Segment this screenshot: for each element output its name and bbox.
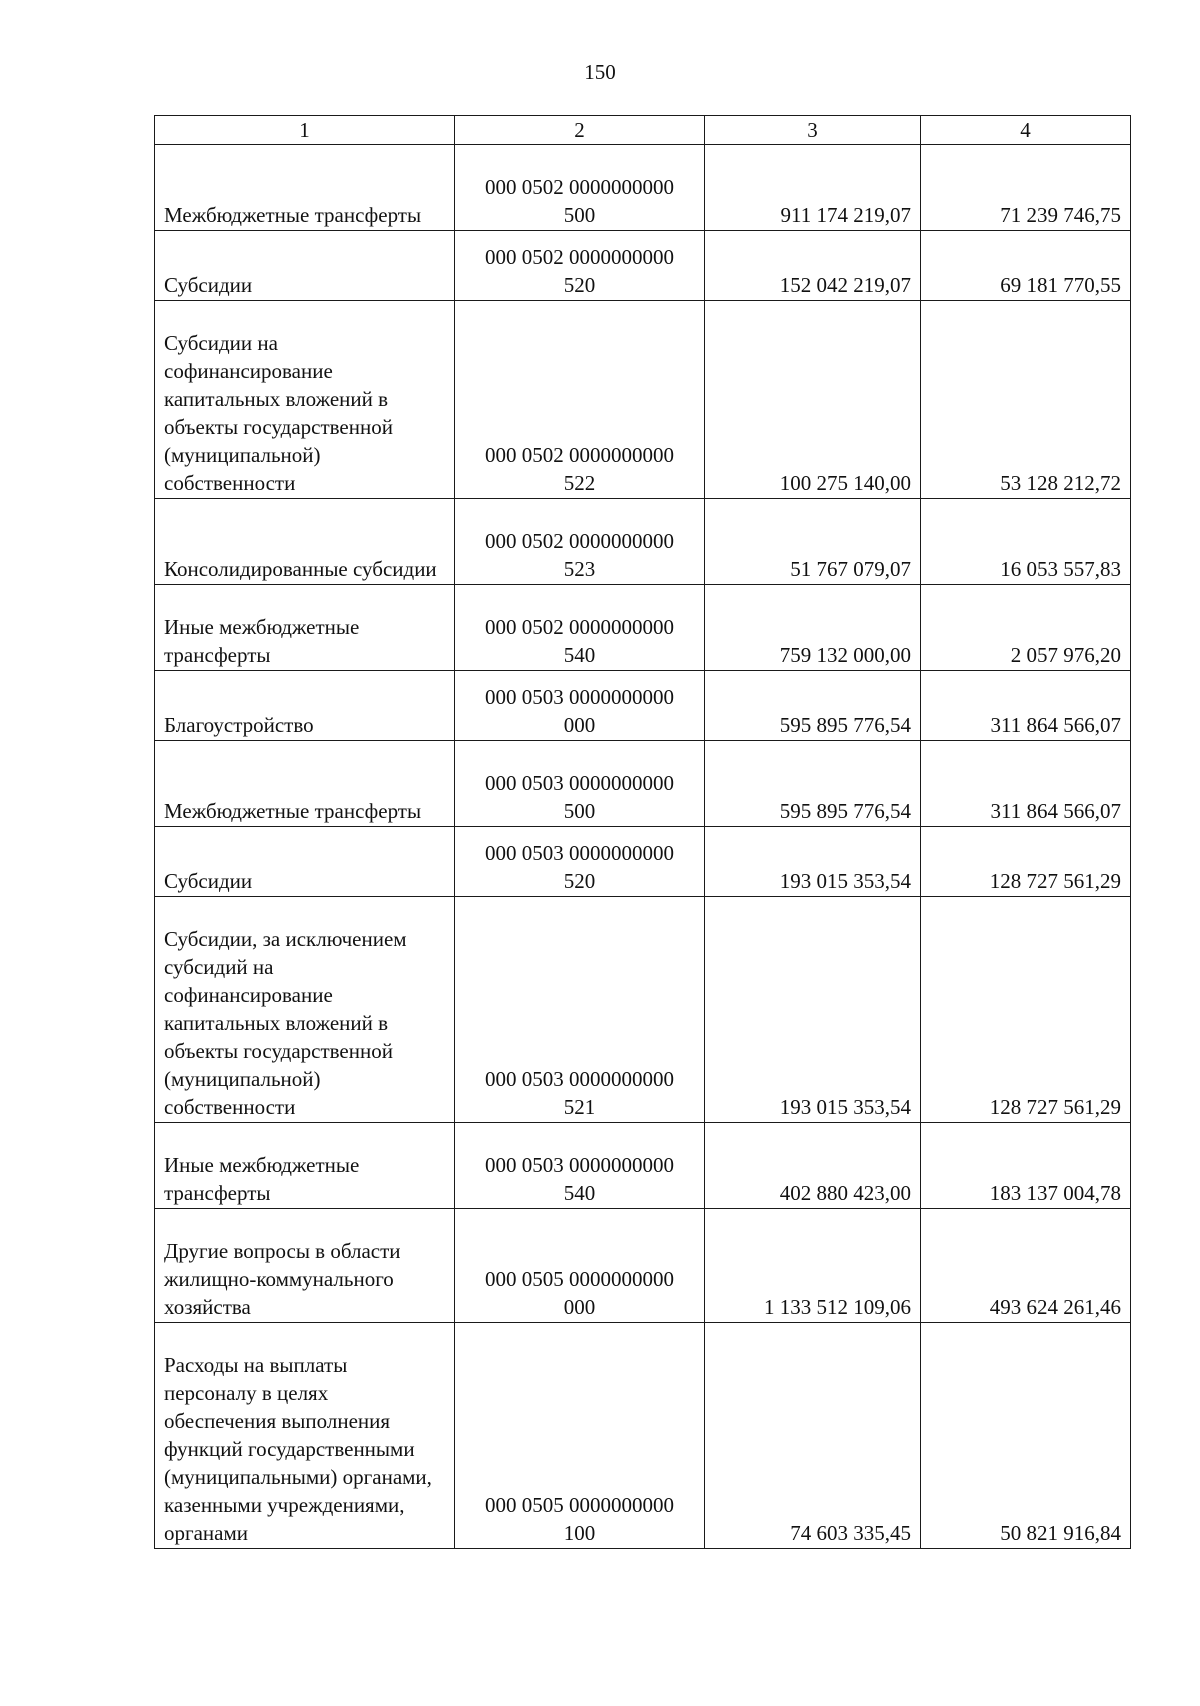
row-value-col3: 74 603 335,45 [705,1323,921,1549]
code-line-2: 000 [563,713,596,737]
code-line-2: 500 [563,203,596,227]
row-name: Расходы на выплаты персоналу в целях обеспечения выполнения функций государственными (муниципальными) органами, казенными учреждениями, органами [155,1323,455,1549]
row-value-col4: 128 727 561,29 [921,827,1131,897]
row-code [455,1323,705,1549]
table-row [155,231,1131,301]
code-line-2: 520 [563,869,596,893]
row-value-col4: 183 137 004,78 [921,1123,1131,1209]
code-line-1: 000 0502 0000000000 [485,245,674,269]
row-code [455,145,705,231]
row-code [455,499,705,585]
row-value-col4: 53 128 212,72 [921,301,1131,499]
column-header-1: 1 [155,116,455,145]
page-number: 150 [584,60,616,84]
code-line-2: 000 [563,1295,596,1319]
budget-table [154,115,1131,1549]
code-line-1: 000 0502 0000000000 [485,529,674,553]
row-value-col3: 51 767 079,07 [705,499,921,585]
column-header-2: 2 [455,116,705,145]
column-header-4: 4 [921,116,1131,145]
code-line-1: 000 0503 0000000000 [485,771,674,795]
code-line-1: 000 0503 0000000000 [485,1067,674,1091]
row-name: Субсидии [155,827,455,897]
code-line-2: 520 [563,273,596,297]
row-value-col3: 1 133 512 109,06 [705,1209,921,1323]
table-row [155,1209,1131,1323]
table-row [155,897,1131,1123]
row-value-col4: 311 864 566,07 [921,741,1131,827]
row-code [455,671,705,741]
row-code [455,1209,705,1323]
code-line-2: 523 [563,557,596,581]
code-line-1: 000 0502 0000000000 [485,443,674,467]
row-name: Межбюджетные трансферты [155,145,455,231]
row-value-col4: 16 053 557,83 [921,499,1131,585]
code-line-2: 521 [563,1095,596,1119]
code-line-1: 000 0503 0000000000 [485,841,674,865]
row-value-col3: 911 174 219,07 [705,145,921,231]
row-code [455,897,705,1123]
header-row [155,116,1131,145]
row-value-col4: 493 624 261,46 [921,1209,1131,1323]
table-row [155,1123,1131,1209]
code-line-1: 000 0503 0000000000 [485,1153,674,1177]
row-name: Иные межбюджетные трансферты [155,585,455,671]
row-value-col4: 69 181 770,55 [921,231,1131,301]
code-line-1: 000 0505 0000000000 [485,1493,674,1517]
row-value-col3: 100 275 140,00 [705,301,921,499]
column-header-3: 3 [705,116,921,145]
row-value-col4: 128 727 561,29 [921,897,1131,1123]
row-value-col3: 193 015 353,54 [705,827,921,897]
row-name: Благоустройство [155,671,455,741]
row-value-col3: 759 132 000,00 [705,585,921,671]
row-name: Субсидии, за исключением субсидий на софинансирование капитальных вложений в объекты государственной (муниципальной) собственности [155,897,455,1123]
row-code [455,231,705,301]
table-row [155,827,1131,897]
table-row [155,671,1131,741]
table-row [155,499,1131,585]
code-line-1: 000 0503 0000000000 [485,685,674,709]
row-name: Субсидии на софинансирование капитальных вложений в объекты государственной (муниципальной) собственности [155,301,455,499]
row-value-col3: 152 042 219,07 [705,231,921,301]
row-value-col3: 193 015 353,54 [705,897,921,1123]
row-code [455,1123,705,1209]
table-row [155,1323,1131,1549]
row-value-col4: 2 057 976,20 [921,585,1131,671]
row-value-col3: 595 895 776,54 [705,741,921,827]
table-row [155,145,1131,231]
row-name: Иные межбюджетные трансферты [155,1123,455,1209]
row-value-col4: 50 821 916,84 [921,1323,1131,1549]
row-name: Межбюджетные трансферты [155,741,455,827]
code-line-2: 540 [563,1181,596,1205]
row-code [455,585,705,671]
row-code [455,827,705,897]
row-value-col4: 71 239 746,75 [921,145,1131,231]
row-name: Другие вопросы в области жилищно-коммунального хозяйства [155,1209,455,1323]
table-row [155,585,1131,671]
code-line-1: 000 0505 0000000000 [485,1267,674,1291]
row-name: Субсидии [155,231,455,301]
table-row [155,301,1131,499]
row-value-col4: 311 864 566,07 [921,671,1131,741]
row-name: Консолидированные субсидии [155,499,455,585]
code-line-2: 522 [563,471,596,495]
row-value-col3: 402 880 423,00 [705,1123,921,1209]
code-line-2: 500 [563,799,596,823]
code-line-2: 100 [563,1521,596,1545]
row-code [455,301,705,499]
table-row [155,741,1131,827]
row-value-col3: 595 895 776,54 [705,671,921,741]
code-line-1: 000 0502 0000000000 [485,175,674,199]
code-line-1: 000 0502 0000000000 [485,615,674,639]
code-line-2: 540 [563,643,596,667]
row-code [455,741,705,827]
